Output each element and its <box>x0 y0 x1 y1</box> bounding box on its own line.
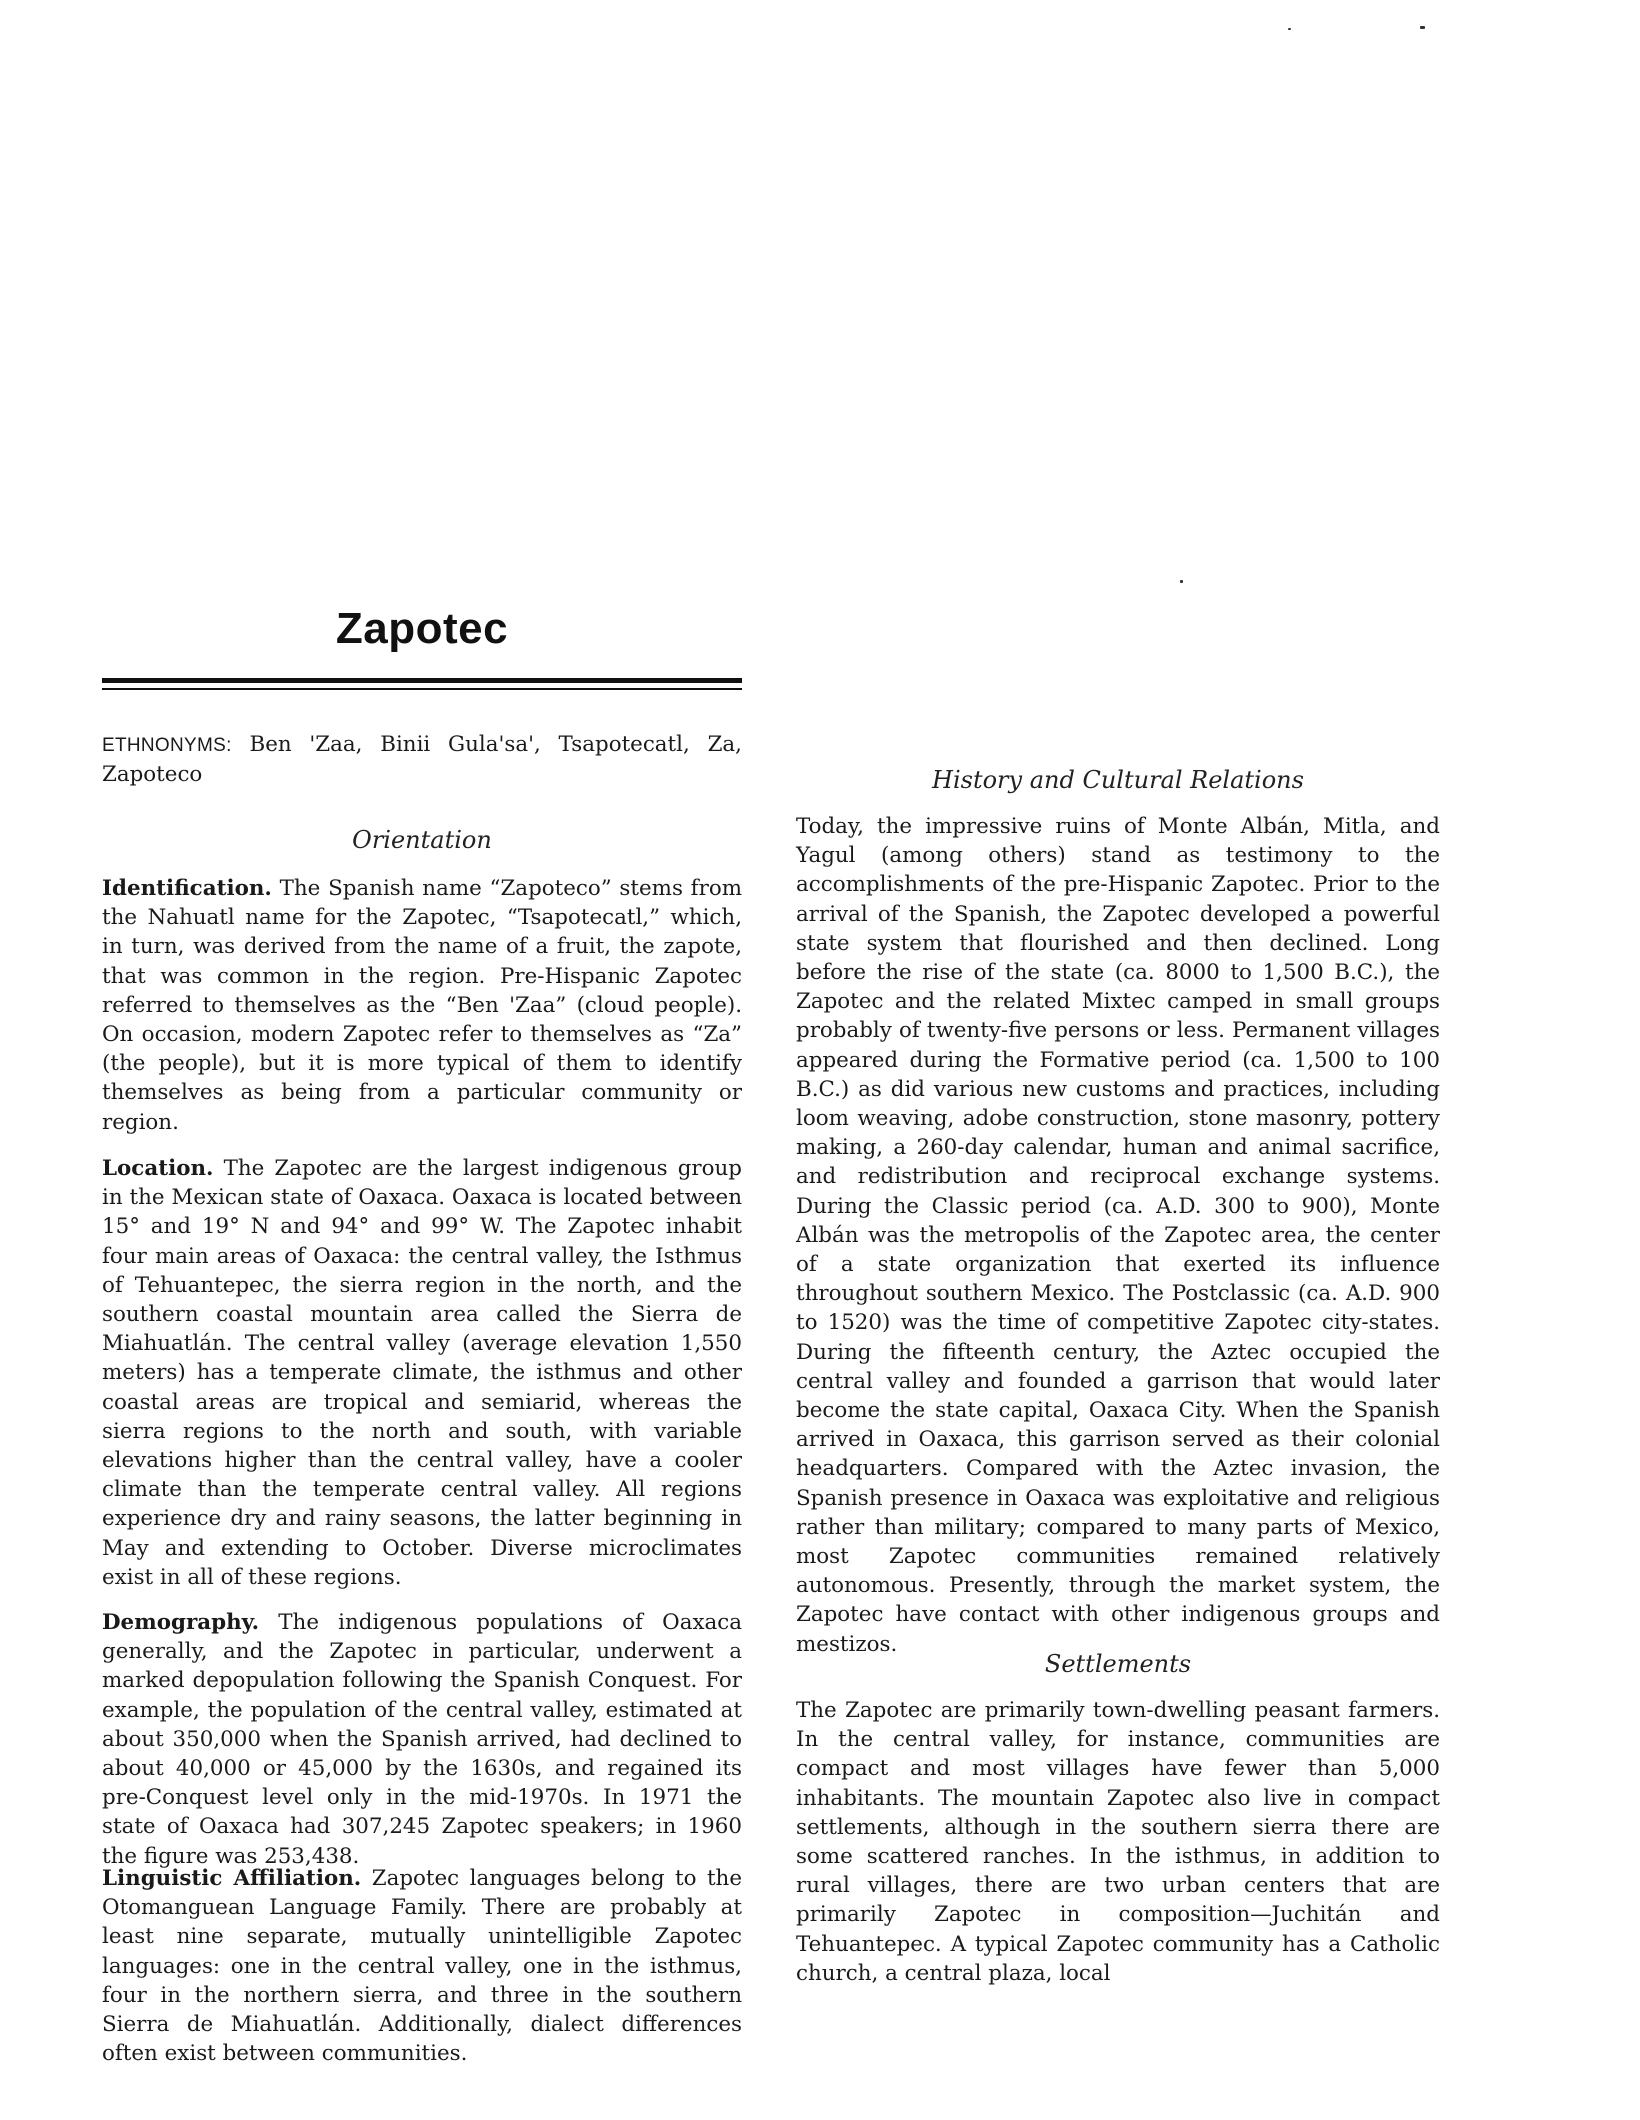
text-demography: The indigenous populations of Oaxaca generally, and the Zapotec in particular, underwent a marked depopulation following the Spanish Conquest. For example, the population of the central valley, estimated at about 350,000 when the Spanish arrived, had declined to about 40,000 or 45,000 by the 1630s, and regained its pre-Conquest level only in the mid-1970s. In 1971 the state of Oaxaca had 307,245 Zapotec speakers; in 1960 the figure was 253,438. <box>102 1610 742 1869</box>
lead-demography: Demography. <box>102 1610 260 1635</box>
ethnonyms-text: Ben 'Zaa, Binii Gula'sa', Tsapotecatl, Za, Zapoteco <box>102 732 742 788</box>
text-history: Today, the impressive ruins of Monte Albán, Mitla, and Yagul (among others) stand as testimony to the accomplishments of the pre-Hispanic Zapotec. Prior to the arrival of the Spanish, the Zapotec developed a powerful state system that flourished and then declined. Long before the rise of the state (ca. 8000 to 1,500 B.C.), the Zapotec and the related Mixtec camped in small groups probably of twenty-five persons or less. Permanent villages appeared during the Formative period (ca. 1,500 to 100 B.C.) as did various new customs and practices, including loom weaving, adobe construction, stone masonry, pottery making, a 260-day calendar, human and animal sacrifice, and redistribution and reciprocal exchange systems. During the Classic period (ca. A.D. 300 to 900), Monte Albán was the metropolis of the Zapotec area, the center of a state organization that exerted its influence throughout southern Mexico. The Postclassic (ca. A.D. 900 to 1520) was the time of competitive Zapotec city-states. During the fifteenth century, the Aztec occupied the central valley and founded a garrison that would later become the state capital, Oaxaca City. When the Spanish arrived in Oaxaca, this garrison served as their colonial headquarters. Compared with the Aztec invasion, the Spanish presence in Oaxaca was exploitative and religious rather than military; compared to many parts of Mexico, most Zapotec communities remained relatively autonomous. Presently, through the market system, the Zapotec have contact with other indigenous groups and mestizos. <box>796 814 1440 1657</box>
section-heading-history: History and Cultural Relations <box>932 766 1304 794</box>
scan-speck <box>1420 26 1425 29</box>
text-settlements: The Zapotec are primarily town-dwelling peasant farmers. In the central valley, for instance, communities are compact and most villages have fewer than 5,000 inhabitants. The mountain Zapotec also live in compact settlements, although in the southern sierra there are some scattered ranches. In the isthmus, in addition to rural villages, there are two urban centers that are primarily Zapotec in composition—Juchitán and Tehuantepec. A typical Zapotec community has a Catholic church, a central plaza, local <box>796 1698 1440 1986</box>
entry-title: Zapotec <box>335 604 509 653</box>
lead-identification: Identification. <box>102 876 272 901</box>
title-rule-thin <box>102 688 742 690</box>
paragraph-history <box>796 812 1440 1659</box>
section-heading-settlements: Settlements <box>1044 1650 1192 1678</box>
lead-location: Location. <box>102 1156 214 1181</box>
section-heading-orientation: Orientation <box>352 826 492 854</box>
paragraph-linguistic <box>102 1864 742 2068</box>
ethnonyms-label: ETHNONYMS: <box>102 735 232 756</box>
paragraph-identification <box>102 874 742 1137</box>
scan-speck <box>1288 28 1291 30</box>
text-location: The Zapotec are the largest indigenous group in the Mexican state of Oaxaca. Oaxaca is located between 15° and 19° N and 94° and 99° W. The Zapotec inhabit four main areas of Oaxaca: the central valley, the Isthmus of Tehuantepec, the sierra region in the north, and the southern coastal mountain area called the Sierra de Miahuatlán. The central valley (average elevation 1,550 meters) has a temperate climate, the isthmus and other coastal areas are tropical and semiarid, whereas the sierra regions to the north and south, with variable elevations higher than the central valley, have a cooler climate than the temperate central valley. All regions experience dry and rainy seasons, the latter beginning in May and extending to October. Diverse microclimates exist in all of these regions. <box>102 1156 742 1590</box>
lead-linguistic: Linguistic Affiliation. <box>102 1866 362 1891</box>
paragraph-demography <box>102 1608 742 1871</box>
scan-speck <box>1180 580 1183 583</box>
paragraph-location <box>102 1154 742 1592</box>
text-linguistic: Zapotec languages belong to the Otomanguean Language Family. There are probably at least nine separate, mutually unintelligible Zapotec languages: one in the central valley, one in the isthmus, four in the northern sierra, and three in the southern Sierra de Miahuatlán. Additionally, dialect differences often exist between communities. <box>102 1866 742 2067</box>
paragraph-settlements <box>796 1696 1440 1988</box>
text-identification: The Spanish name “Zapoteco” stems from the Nahuatl name for the Zapotec, “Tsapotecatl,” which, in turn, was derived from the name of a fruit, the zapote, that was common in the region. Pre-Hispanic Zapotec referred to themselves as the “Ben 'Zaa” (cloud people). On occasion, modern Zapotec refer to themselves as “Za” (the people), but it is more typical of them to identify themselves as being from a particular community or region. <box>102 876 742 1135</box>
title-rule-thick <box>102 678 742 683</box>
ethnonyms <box>102 730 742 789</box>
